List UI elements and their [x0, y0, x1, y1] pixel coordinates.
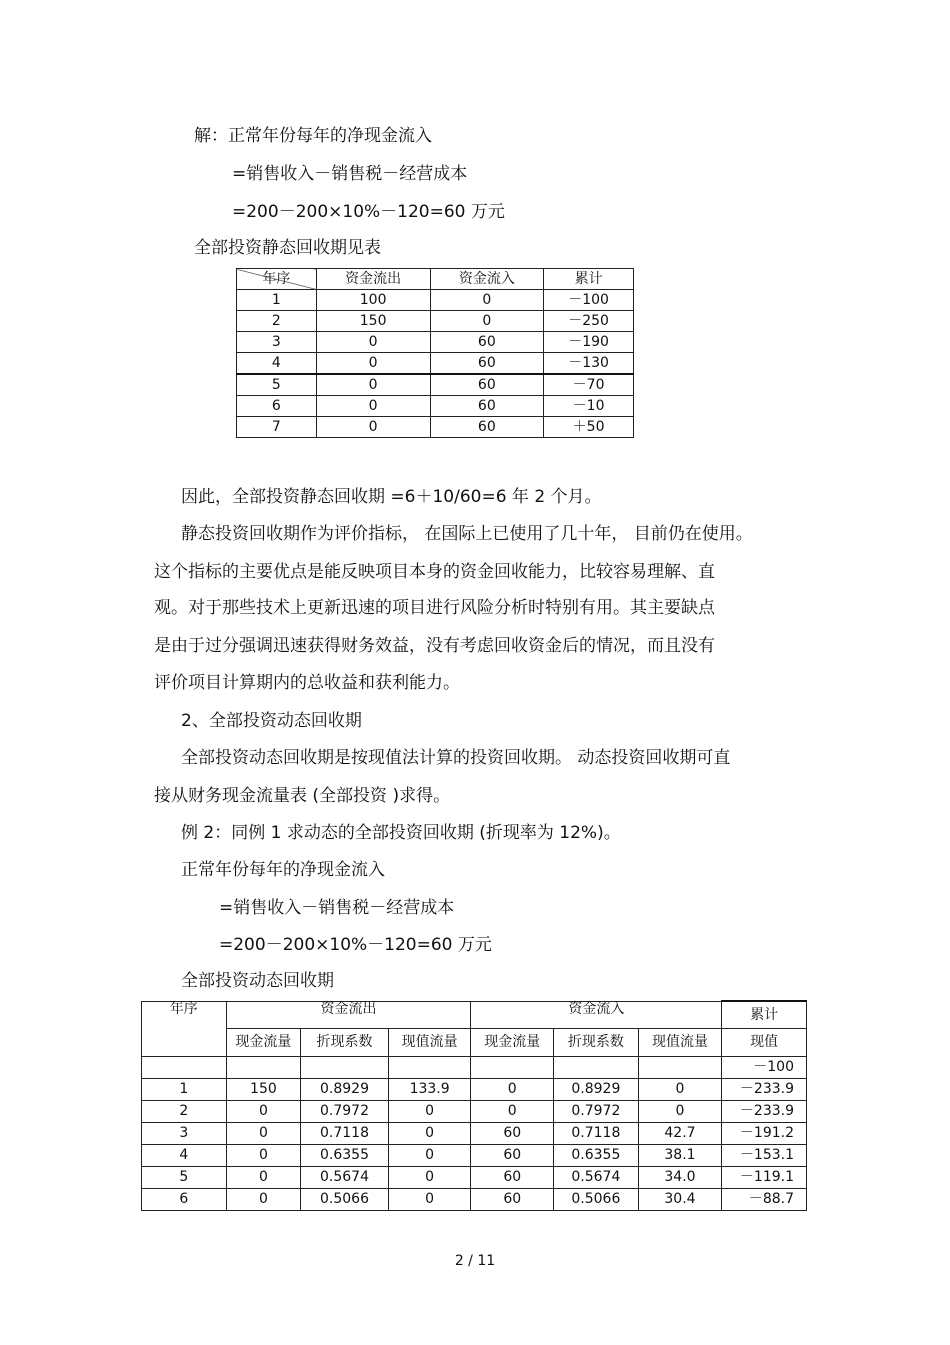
- cell: 0: [226, 1123, 301, 1145]
- paragraph-line: 接从财务现金流量表 (全部投资 )求得。: [154, 786, 451, 806]
- cell: 0.7118: [301, 1123, 389, 1145]
- cell: 4: [142, 1145, 227, 1167]
- cell: 133.9: [388, 1079, 471, 1101]
- header-cumulative: 累计: [722, 1001, 807, 1029]
- cell: 60: [430, 332, 544, 353]
- cell: －191.2: [722, 1123, 807, 1145]
- cell: 7: [237, 417, 317, 438]
- header-year: 年序: [237, 269, 317, 290]
- header-outflow: 资金流出: [316, 269, 430, 290]
- cell: 0: [388, 1101, 471, 1123]
- cell: －100: [544, 290, 634, 311]
- cell: 0: [388, 1189, 471, 1211]
- table-row: [142, 1167, 807, 1189]
- cell: 0: [226, 1189, 301, 1211]
- header-inflow: 资金流入: [430, 269, 544, 290]
- cell: 0: [316, 332, 430, 353]
- paragraph-line: 观。对于那些技术上更新迅速的项目进行风险分析时特别有用。其主要缺点: [154, 598, 715, 618]
- cell: 42.7: [638, 1123, 722, 1145]
- cell: －10: [544, 396, 634, 417]
- formula-line: =销售收入－销售税－经营成本: [232, 164, 468, 184]
- table-row: [237, 353, 634, 375]
- cell: 0.5066: [554, 1189, 639, 1211]
- cell: 0.8929: [301, 1079, 389, 1101]
- cell: 0: [226, 1101, 301, 1123]
- cell: 60: [471, 1145, 554, 1167]
- cell: 60: [430, 417, 544, 438]
- cell: 0.7972: [554, 1101, 639, 1123]
- cell: 0: [430, 311, 544, 332]
- cell: [554, 1057, 639, 1079]
- table-header-row: [237, 269, 634, 290]
- cell: 60: [430, 396, 544, 417]
- static-payback-table: [236, 268, 634, 438]
- cell: ＋50: [544, 417, 634, 438]
- table-row: [237, 374, 634, 396]
- table-row: [142, 1057, 807, 1079]
- cell: 2: [142, 1101, 227, 1123]
- table-row: [237, 417, 634, 438]
- cell: 6: [237, 396, 317, 417]
- cell: －130: [544, 353, 634, 375]
- cell: －119.1: [722, 1167, 807, 1189]
- cell: 1: [142, 1079, 227, 1101]
- cell: 0.8929: [554, 1079, 639, 1101]
- page-number: 2 / 11: [454, 1253, 496, 1269]
- cell: 5: [142, 1167, 227, 1189]
- example-line: 正常年份每年的净现金流入: [181, 860, 385, 880]
- cell: 3: [237, 332, 317, 353]
- cell: 60: [471, 1167, 554, 1189]
- cell: 0: [316, 417, 430, 438]
- table-row: [237, 396, 634, 417]
- header-inflow: 资金流入: [471, 1001, 722, 1029]
- paragraph-line: 评价项目计算期内的总收益和获利能力。: [154, 673, 460, 693]
- cell: 60: [471, 1189, 554, 1211]
- table-row: [142, 1145, 807, 1167]
- table-subheader-row: [142, 1029, 807, 1057]
- cell: 0.6355: [554, 1145, 639, 1167]
- subheader: 现值: [722, 1029, 807, 1057]
- paragraph-line: 全部投资动态回收期是按现值法计算的投资回收期。 动态投资回收期可直: [181, 748, 731, 768]
- cell: 0.7118: [554, 1123, 639, 1145]
- cell: －250: [544, 311, 634, 332]
- cell: 0.7972: [301, 1101, 389, 1123]
- table-header-row: [142, 1001, 807, 1029]
- subheader: 折现系数: [554, 1029, 639, 1057]
- cell: －88.7: [722, 1189, 807, 1211]
- cell: 0: [226, 1145, 301, 1167]
- cell: －233.9: [722, 1079, 807, 1101]
- cell: [638, 1057, 722, 1079]
- section-heading: 2、全部投资动态回收期: [181, 711, 362, 731]
- subheader: 现金流量: [226, 1029, 301, 1057]
- cell: 0: [638, 1101, 722, 1123]
- cell: 150: [226, 1079, 301, 1101]
- cell: 0.5674: [554, 1167, 639, 1189]
- cell: 2: [237, 311, 317, 332]
- table-row: [142, 1123, 807, 1145]
- cell: 0: [316, 353, 430, 375]
- cell: 0.5066: [301, 1189, 389, 1211]
- table-row: [237, 290, 634, 311]
- cell: [471, 1057, 554, 1079]
- paragraph-line: 是由于过分强调迅速获得财务效益，没有考虑回收资金后的情况，而且没有: [154, 636, 715, 656]
- header-outflow: 资金流出: [226, 1001, 471, 1029]
- formula-result-line: =200－200×10%－120=60 万元: [219, 935, 492, 955]
- header-year: 年序: [142, 1001, 227, 1057]
- cell: [301, 1057, 389, 1079]
- conclusion-line: 因此，全部投资静态回收期 =6＋10/60=6 年 2 个月。: [181, 487, 602, 507]
- table-row: [142, 1079, 807, 1101]
- header-cumulative: 累计: [544, 269, 634, 290]
- cell: 5: [237, 374, 317, 396]
- table-row: [237, 332, 634, 353]
- cell: －233.9: [722, 1101, 807, 1123]
- cell: 34.0: [638, 1167, 722, 1189]
- cell: 0: [316, 396, 430, 417]
- cell: [388, 1057, 471, 1079]
- cell: 0: [226, 1167, 301, 1189]
- cell: 3: [142, 1123, 227, 1145]
- cell: －70: [544, 374, 634, 396]
- cell: 1: [237, 290, 317, 311]
- subheader: 现金流量: [471, 1029, 554, 1057]
- table-row: [237, 311, 634, 332]
- table1-caption: 全部投资静态回收期见表: [194, 238, 381, 258]
- cell: 0: [316, 374, 430, 396]
- cell: 0.5674: [301, 1167, 389, 1189]
- cell: 38.1: [638, 1145, 722, 1167]
- cell: 60: [430, 374, 544, 396]
- cell: 6: [142, 1189, 227, 1211]
- cell: 0: [388, 1145, 471, 1167]
- cell: 0: [388, 1167, 471, 1189]
- cell: －100: [722, 1057, 807, 1079]
- paragraph-line: 这个指标的主要优点是能反映项目本身的资金回收能力，比较容易理解、直: [154, 562, 715, 582]
- cell: 4: [237, 353, 317, 375]
- subheader: 折现系数: [301, 1029, 389, 1057]
- cell: 0.6355: [301, 1145, 389, 1167]
- cell: 0: [388, 1123, 471, 1145]
- formula-line: =销售收入－销售税－经营成本: [219, 898, 455, 918]
- cell: 0: [430, 290, 544, 311]
- cell: 60: [471, 1123, 554, 1145]
- cell: 100: [316, 290, 430, 311]
- cell: 0: [638, 1079, 722, 1101]
- formula-result-line: =200－200×10%－120=60 万元: [232, 202, 505, 222]
- paragraph-line: 静态投资回收期作为评价指标， 在国际上已使用了几十年， 目前仍在使用。: [181, 524, 753, 544]
- solution-line: 解：正常年份每年的净现金流入: [194, 126, 432, 146]
- cell: 30.4: [638, 1189, 722, 1211]
- example-line: 例 2：同例 1 求动态的全部投资回收期 (折现率为 12%)。: [181, 823, 621, 843]
- cell: [142, 1057, 227, 1079]
- subheader: 现值流量: [388, 1029, 471, 1057]
- cell: －153.1: [722, 1145, 807, 1167]
- cell: 60: [430, 353, 544, 375]
- cell: [226, 1057, 301, 1079]
- table-row: [142, 1189, 807, 1211]
- cell: 0: [471, 1079, 554, 1101]
- cell: －190: [544, 332, 634, 353]
- dynamic-payback-table: [141, 1000, 807, 1211]
- subheader: 现值流量: [638, 1029, 722, 1057]
- cell: 150: [316, 311, 430, 332]
- table2-caption: 全部投资动态回收期: [181, 971, 334, 991]
- cell: 0: [471, 1101, 554, 1123]
- table-row: [142, 1101, 807, 1123]
